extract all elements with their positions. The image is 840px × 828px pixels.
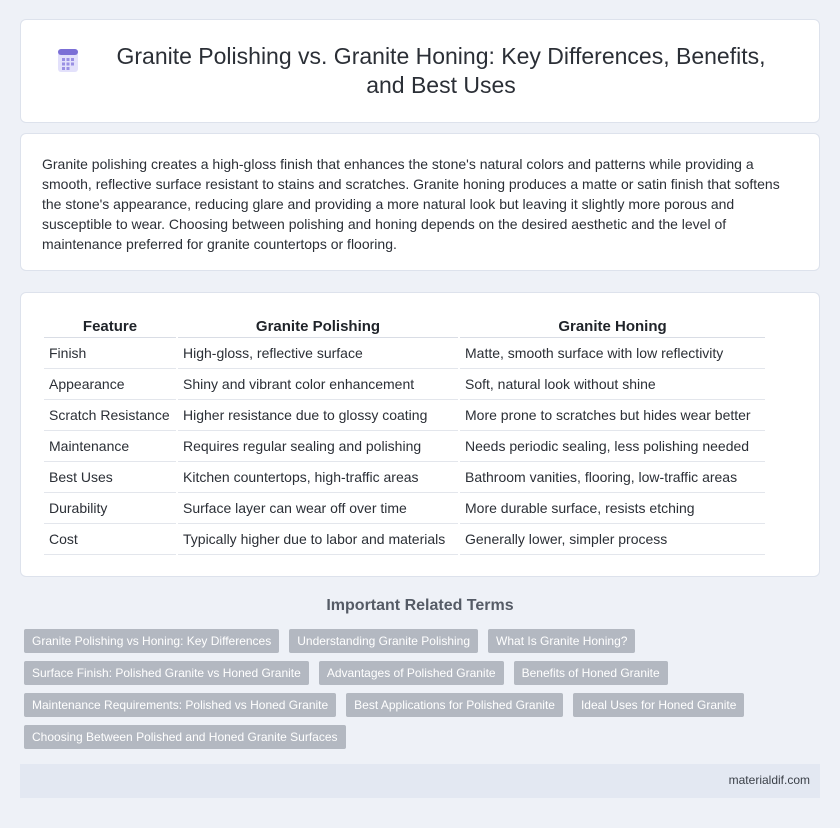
header-card bbox=[20, 19, 820, 123]
table-row bbox=[44, 369, 765, 400]
intro-paragraph: Granite polishing creates a high-gloss finish that enhances the stone's natural colors and patterns while providing a smooth, reflective surface resistant to stains and scratches. Granite honing produces a matte or satin finish that softens the stone's appearance, reducing glare and providing a more natural look but leaving it slightly more porous and susceptible to wear. Choosing between polishing and honing depends on the desired aesthetic and the level of maintenance preferred for granite countertops or flooring. bbox=[42, 156, 780, 252]
related-term-tag[interactable]: Advantages of Polished Granite bbox=[319, 661, 504, 685]
table-row bbox=[44, 431, 765, 462]
header-granite-honing: Granite Honing bbox=[460, 315, 765, 338]
comparison-table bbox=[42, 315, 767, 555]
footer-site-name: materialdif.com bbox=[728, 773, 810, 787]
document-grid-icon bbox=[54, 46, 82, 74]
polishing-cell: High-gloss, reflective surface bbox=[178, 338, 458, 369]
comparison-table-card bbox=[20, 292, 820, 577]
polishing-cell: Kitchen countertops, high-traffic areas bbox=[178, 462, 458, 493]
polishing-cell: Typically higher due to labor and materials bbox=[178, 524, 458, 555]
polishing-cell: Surface layer can wear off over time bbox=[178, 493, 458, 524]
honing-cell: Needs periodic sealing, less polishing needed bbox=[460, 431, 765, 462]
related-term-tag[interactable]: Granite Polishing vs Honing: Key Differences bbox=[24, 629, 279, 653]
polishing-cell: Shiny and vibrant color enhancement bbox=[178, 369, 458, 400]
honing-cell: Generally lower, simpler process bbox=[460, 524, 765, 555]
footer-bar bbox=[20, 764, 820, 798]
header-granite-polishing: Granite Polishing bbox=[178, 315, 458, 338]
feature-cell: Finish bbox=[44, 338, 176, 369]
honing-cell: More durable surface, resists etching bbox=[460, 493, 765, 524]
table-row bbox=[44, 493, 765, 524]
intro-card bbox=[20, 133, 820, 271]
table-row bbox=[44, 338, 765, 369]
related-term-tag[interactable]: Surface Finish: Polished Granite vs Honed Granite bbox=[24, 661, 309, 685]
polishing-cell: Higher resistance due to glossy coating bbox=[178, 400, 458, 431]
table-row bbox=[44, 400, 765, 431]
feature-cell: Cost bbox=[44, 524, 176, 555]
honing-cell: Matte, smooth surface with low reflectivity bbox=[460, 338, 765, 369]
table-header-row bbox=[44, 315, 765, 338]
related-term-tag[interactable]: Maintenance Requirements: Polished vs Honed Granite bbox=[24, 693, 336, 717]
honing-cell: More prone to scratches but hides wear better bbox=[460, 400, 765, 431]
feature-cell: Appearance bbox=[44, 369, 176, 400]
related-term-tag[interactable]: Benefits of Honed Granite bbox=[514, 661, 668, 685]
header-feature: Feature bbox=[44, 315, 176, 338]
related-term-tag[interactable]: Understanding Granite Polishing bbox=[289, 629, 478, 653]
feature-cell: Best Uses bbox=[44, 462, 176, 493]
page-title: Granite Polishing vs. Granite Honing: Key Differences, Benefits, and Best Uses bbox=[116, 43, 766, 98]
table-row bbox=[44, 462, 765, 493]
polishing-cell: Requires regular sealing and polishing bbox=[178, 431, 458, 462]
related-term-tag[interactable]: Ideal Uses for Honed Granite bbox=[573, 693, 744, 717]
related-terms-title: Important Related Terms bbox=[326, 597, 514, 614]
feature-cell: Durability bbox=[44, 493, 176, 524]
feature-cell: Maintenance bbox=[44, 431, 176, 462]
related-term-tag[interactable]: Best Applications for Polished Granite bbox=[346, 693, 563, 717]
honing-cell: Soft, natural look without shine bbox=[460, 369, 765, 400]
related-term-tag[interactable]: Choosing Between Polished and Honed Granite Surfaces bbox=[24, 725, 346, 749]
related-term-tag[interactable]: What Is Granite Honing? bbox=[488, 629, 635, 653]
table-row bbox=[44, 524, 765, 555]
honing-cell: Bathroom vanities, flooring, low-traffic areas bbox=[460, 462, 765, 493]
related-terms-tags bbox=[24, 629, 824, 757]
feature-cell: Scratch Resistance bbox=[44, 400, 176, 431]
